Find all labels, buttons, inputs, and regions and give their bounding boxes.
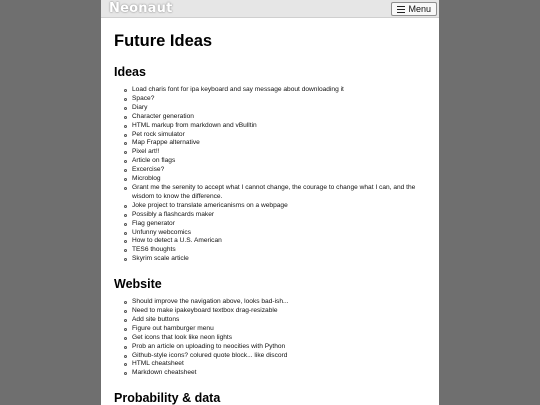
section-heading: Probability & data: [114, 391, 221, 405]
list-item: Need to make ipakeyboard textbox drag-resizable: [124, 307, 437, 316]
list-item: Excercise?: [124, 166, 437, 175]
list-item: Grant me the serenity to accept what I cannot change, the courage to change what I can, and the wisdom to know the difference.: [124, 184, 437, 202]
page-title: Future Ideas: [114, 32, 213, 50]
list-item: Prob an article on uploading to neocities with Python: [124, 343, 437, 352]
list-item: Pet rock simulator: [124, 131, 437, 140]
list-item: Github-style icons? colured quote block... like discord: [124, 352, 437, 361]
list-item: Map Frappe alternative: [124, 139, 437, 148]
menu-button-label: Menu: [408, 4, 431, 14]
list-item: Load charis font for ipa keyboard and say message about downloading it: [124, 86, 437, 95]
list-item: How to detect a U.S. American: [124, 237, 437, 246]
section-list: [114, 298, 439, 378]
list-item: Skyrim scale article: [124, 255, 437, 264]
list-item: Article on flags: [124, 157, 437, 166]
list-item: HTML cheatsheet: [124, 360, 437, 369]
top-navbar: [101, 0, 439, 18]
hamburger-icon: [397, 6, 405, 13]
list-item: Pixel art!!: [124, 148, 437, 157]
list-item: Possibly a flashcards maker: [124, 211, 437, 220]
section-heading: Website: [114, 277, 162, 292]
menu-button[interactable]: [391, 2, 437, 16]
main-content: [101, 18, 439, 405]
list-item: Joke project to translate americanisms on a webpage: [124, 202, 437, 211]
section-heading: Ideas: [114, 65, 146, 79]
list-item: Character generation: [124, 113, 437, 122]
section-list: [114, 86, 439, 264]
list-item: TES6 thoughts: [124, 246, 437, 255]
list-item: Unfunny webcomics: [124, 229, 437, 238]
list-item: Diary: [124, 104, 437, 113]
list-item: Figure out hamburger menu: [124, 325, 437, 334]
sections-container: [114, 65, 439, 405]
site-logo[interactable]: Neonaut: [109, 1, 173, 16]
list-item: Add site buttons: [124, 316, 437, 325]
list-item: Flag generator: [124, 220, 437, 229]
list-item: HTML markup from markdown and vBulltin: [124, 122, 437, 131]
list-item: Markdown cheatsheet: [124, 369, 437, 378]
list-item: Microblog: [124, 175, 437, 184]
list-item: Should improve the navigation above, looks bad-ish...: [124, 298, 437, 307]
list-item: Get icons that look like neon lights: [124, 334, 437, 343]
list-item: Space?: [124, 95, 437, 104]
